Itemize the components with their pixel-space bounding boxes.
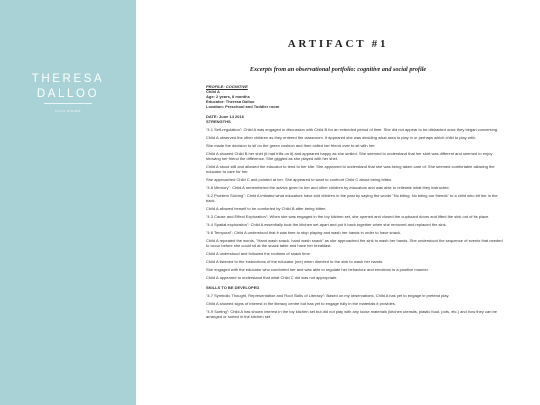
page-title: ARTIFACT #1 (287, 38, 389, 50)
paragraph: Child A showed Child B her shirt (it had frills on it) and appeared happy as she smiled. She seemed to understand that her shirt was different and seemed to enjoy showing her friend the difference. She giggled as she played with her shirt. (206, 151, 493, 161)
skills-heading-block (206, 285, 506, 290)
paragraph: Child A allowed herself to be comforted by Child B after being bitten. (206, 206, 327, 211)
date-block (206, 114, 506, 124)
skills-heading: SKILLS TO BE DEVELOPED (206, 285, 260, 290)
document-page (136, 0, 540, 405)
paragraph: "4.6 Temporal": Child A understood that it was time to stop playing and wash her hands in order to have snack. (206, 230, 402, 235)
sidebar (0, 0, 136, 405)
skills-list (206, 293, 506, 319)
strengths-heading: STRENGTHS (206, 119, 231, 124)
profile-block (206, 84, 506, 109)
observation-date: DATE: June 14 2016 (206, 114, 244, 119)
paragraph: "4.9 Sorting": Child A has shown interest in the toy kitchen set but did not play with any loose materials (kitchen utensils, plastic food, pots, etc.) and how they can be arranged or sorted in the kitchen set. (206, 309, 497, 319)
paragraph: Child A understood and followed the routines of snack time. (206, 251, 311, 256)
paragraph: Child A appeared to understand that what Child C did was not appropriate. (206, 275, 338, 280)
paragraph: "4.7 Symbolic Thought, Representation and Root Skills of Literacy": Based on my observations, Child A has yet to engage in pretend play. (206, 293, 450, 298)
author-first-name: THERESA (31, 73, 105, 85)
author-role: CHILD MINDER (55, 110, 81, 113)
paragraph: "4.3 Cause and Effect Exploration": When she was engaged in the toy kitchen set, she opened and closed the cupboard doors and lifted the sink out of its place. (206, 214, 490, 219)
profile-educator: Educator: Theresa Dalloo (206, 99, 255, 104)
profile-heading: PROFILE: COGNITIVE (206, 84, 248, 89)
paragraph: Child A listened to the instructions of the educator (me) when directed to the sink to wash her hands. (206, 259, 384, 264)
paragraph: "4.1 Self-regulation": Child A was engaged in discussion with Child B for an extended period of time. She did not appear to be distracted once they began conversing. (206, 127, 499, 132)
author-name (0, 72, 136, 102)
paragraph: Child A repeated the words, "Hand wash snack, hand wash snack" as she approached the sink to wash her hands. She understood the sequence of events that needed to occur before she could sit at the snack table and have her breakfast. (206, 238, 503, 248)
profile-child: Child A (206, 89, 220, 94)
paragraph: "4.4 Spatial exploration": Child A essentially took the kitchen set apart and put it back together when she removed and replaced the sink. (206, 222, 447, 227)
document-body (206, 84, 506, 322)
profile-location: Location: Preschool and Toddler room (206, 104, 280, 109)
page-subtitle: Excerpts from an observational portfolio: cognitive and social profile (249, 66, 427, 73)
paragraph: She made the decision to sit on the green cushion and then called her friend over to sit with her. (206, 143, 376, 148)
paragraph: Child A showed signs of interest in the literacy centre but has yet to engage fully in the materials it provides. (206, 301, 396, 306)
sidebar-divider (44, 103, 92, 104)
profile-age: Age: 2 years, 8 months (206, 94, 250, 99)
paragraph: "4.2 Problem Solving": Child A imitated what educators have told children in the past by saying the words "No biting. No biting our friends" to a child who bit her in the back. (206, 193, 498, 203)
paragraph: Child A observed the other children as they entered the classroom. It appeared she was deciding what area to play in or perhaps which child to play with. (206, 135, 476, 140)
paragraph: Child A stood still and allowed the educator to tend to her kite. She appeared to understand that she was being taken care of. She seemed comfortable allowing the educator to care for her. (206, 164, 495, 174)
strengths-list (206, 127, 506, 280)
paragraph: She approached Child C and pointed at her. She appeared to want to confront Child C about being bitten. (206, 177, 393, 182)
paragraph: She engaged with the educator who comforted her and was able to regulate her behaviour and emotions in a positive manner. (206, 267, 429, 272)
paragraph: "4.8 Memory": Child A remembered the advice given to her and other children by educators and was able to reiterate what they instructed. (206, 185, 450, 190)
author-last-name: DALLOO (36, 88, 100, 100)
